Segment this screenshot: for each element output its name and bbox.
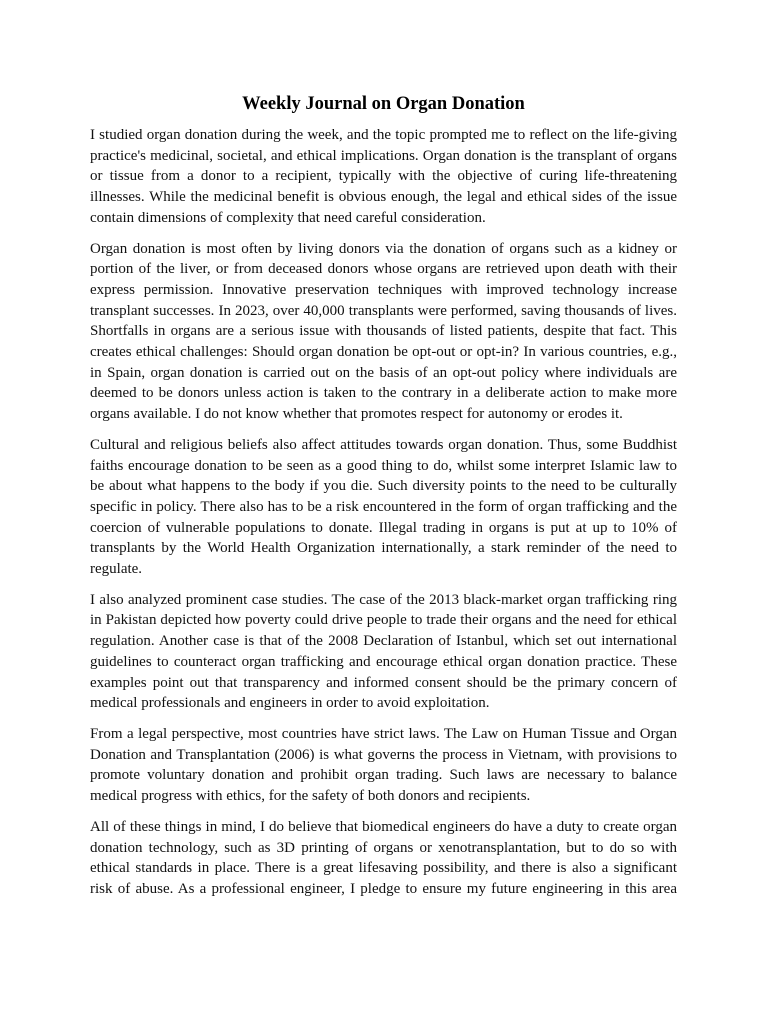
paragraph-6: All of these things in mind, I do believe that biomedical engineers do have a duty to create organ donation technology, such as 3D printing of organs or xenotransplantation, but to do so with ethical standards in place. There is a great lifesaving possibility, and there is also a significant risk of abuse. As a professional engineer, I pledge to ensure my future engineering in this area <box>90 818 677 897</box>
document-title: Weekly Journal on Organ Donation <box>242 94 525 114</box>
paragraph-1: I studied organ donation during the week, and the topic prompted me to reflect on the life-giving practice's medicinal, societal, and ethical implications. Organ donation is the transplant of organs or tissue from a donor to a recipient, typically with the objective of curing life-threatening illnesses. While the medicinal benefit is obvious enough, the legal and ethical sides of the issue contain dimensions of complexity that need careful consideration. <box>90 127 677 226</box>
document-page <box>90 92 677 910</box>
paragraph-2: Organ donation is most often by living donors via the donation of organs such as a kidney or portion of the liver, or from deceased donors whose organs are retrieved upon death with their express permission. Innovative preservation techniques with improved technology increase transplant successes. In 2023, over 40,000 transplants were performed, saving thousands of lives. Shortfalls in organs are a serious issue with thousands of listed patients, despite that fact. This creates ethical challenges: Should organ donation be opt-out or opt-in? In various countries, e.g., in Spain, organ donation is carried out on the basis of an opt-out policy where individuals are deemed to be donors unless action is taken to the contrary in a deliberate action to make more organs available. I do not know whether that promotes respect for autonomy or erodes it. <box>90 240 677 423</box>
paragraph-5: From a legal perspective, most countries have strict laws. The Law on Human Tissue and Organ Donation and Transplantation (2006) is what governs the process in Vietnam, with provisions to promote voluntary donation and prohibit organ trading. Such laws are necessary to balance medical progress with ethics, for the safety of both donors and recipients. <box>90 725 677 805</box>
paragraph-3: Cultural and religious beliefs also affect attitudes towards organ donation. Thus, some Buddhist faiths encourage donation to be seen as a good thing to do, whilst some interpret Islamic law to be about what happens to the body if you die. Such diversity points to the need to be culturally specific in policy. There also has to be a risk encountered in the form of organ trafficking and the coercion of vulnerable populations to donate. Illegal trading in organs is put at up to 10% of transplants by the World Health Organization internationally, a stark reminder of the need to regulate. <box>90 436 677 578</box>
paragraph-4: I also analyzed prominent case studies. The case of the 2013 black-market organ trafficking ring in Pakistan depicted how poverty could drive people to trade their organs and the need for ethical regulation. Another case is that of the 2008 Declaration of Istanbul, which set out international guidelines to counteract organ trafficking and encourage ethical organ donation practice. These examples point out that transparency and informed consent should be the primary concern of medical professionals and engineers in order to avoid exploitation. <box>90 591 677 712</box>
